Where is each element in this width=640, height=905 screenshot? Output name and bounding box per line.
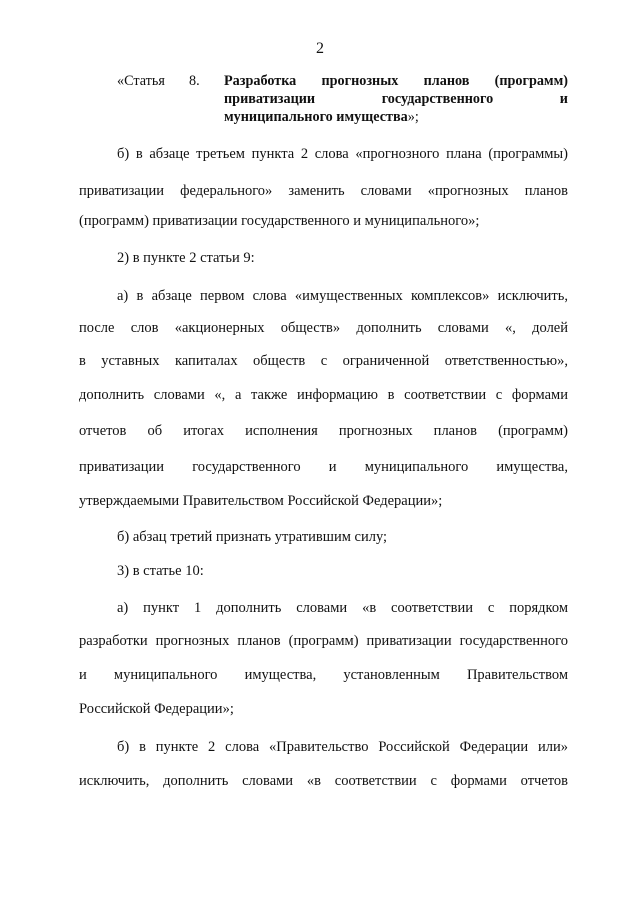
paragraph-line: б) в абзаце третьем пункта 2 слова «прогнозного плана (программы) [117, 146, 568, 162]
paragraph-line: приватизации федерального» заменить словами «прогнозных планов [79, 183, 568, 199]
paragraph-line: а) в абзаце первом слова «имущественных комплексов» исключить, [117, 288, 568, 304]
article-title-line: приватизации государственного и [224, 91, 568, 107]
paragraph-line: разработки прогнозных планов (программ) приватизации государственного [79, 633, 568, 649]
paragraph-line: в уставных капиталах обществ с ограниченной ответственностью», [79, 353, 568, 369]
paragraph-line: б) в пункте 2 слова «Правительство Российской Федерации или» [117, 739, 568, 755]
paragraph-line: отчетов об итогах исполнения прогнозных планов (программ) [79, 423, 568, 439]
article-prefix: «Статья [117, 73, 165, 89]
article-title-line: Разработка прогнозных планов (программ) [224, 73, 568, 89]
paragraph-line: а) пункт 1 дополнить словами «в соответствии с порядком [117, 600, 568, 616]
article-title-line [224, 108, 568, 126]
paragraph-line: (программ) приватизации государственного и муниципального»; [79, 213, 480, 229]
article-title [224, 72, 568, 126]
article-number: 8. [189, 73, 200, 89]
article-title-tail: »; [407, 109, 419, 125]
paragraph-line: приватизации государственного и муниципального имущества, [79, 459, 568, 475]
paragraph-line: и муниципального имущества, установленным Правительством [79, 667, 568, 683]
paragraph-line: утверждаемыми Правительством Российской Федерации»; [79, 493, 443, 509]
paragraph-line: Российской Федерации»; [79, 701, 234, 717]
paragraph-line: 3) в статье 10: [117, 563, 204, 579]
paragraph-line: дополнить словами «, а также информацию в соответствии с формами [79, 387, 568, 403]
paragraph-line: 2) в пункте 2 статьи 9: [117, 250, 255, 266]
paragraph-line: после слов «акционерных обществ» дополнить словами «, долей [79, 320, 568, 336]
article-title-text: муниципального имущества [224, 109, 408, 125]
paragraph-line: б) абзац третий признать утратившим силу; [117, 529, 388, 545]
paragraph-line: исключить, дополнить словами «в соответствии с формами отчетов [79, 773, 568, 789]
page-number: 2 [316, 40, 324, 57]
